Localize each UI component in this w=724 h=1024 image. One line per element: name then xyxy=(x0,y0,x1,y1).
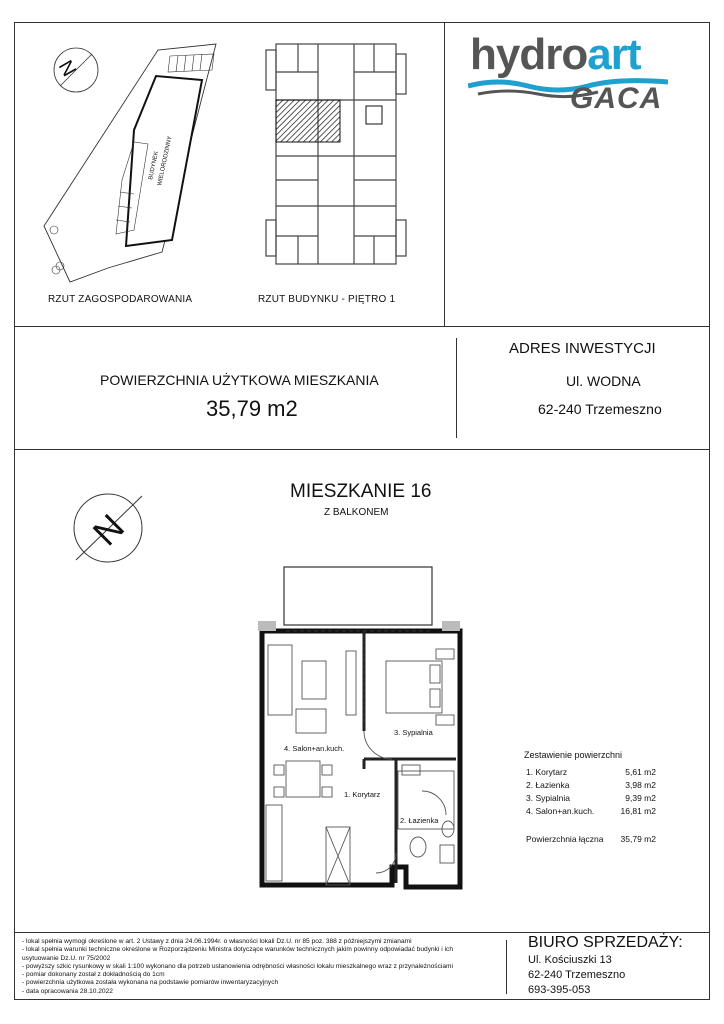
summary-row-name: 1. Korytarz xyxy=(526,767,568,777)
north-arrow-icon xyxy=(64,480,164,580)
sales-heading: BIURO SPRZEDAŻY: xyxy=(528,934,683,951)
sales-phone: 693-395-053 xyxy=(528,984,591,996)
summary-row xyxy=(526,806,656,816)
apartment-subtitle: Z BALKONEM xyxy=(324,507,389,518)
note-line: - pomiar dokonany został z dokładnością do 1cm xyxy=(22,971,165,979)
summary-row xyxy=(526,767,656,777)
apartment-plan-drawing xyxy=(246,565,476,895)
site-plan-caption: RZUT ZAGOSPODAROWANIA xyxy=(48,294,193,305)
svg-text:N: N xyxy=(53,56,81,81)
usable-area-label: POWIERZCHNIA UŻYTKOWA MIESZKANIA xyxy=(100,372,379,388)
site-building-label-2: WIELORODZINNY xyxy=(157,135,174,187)
summary-total-row xyxy=(526,834,656,844)
divider-address xyxy=(456,338,457,438)
usable-area-value: 35,79 m2 xyxy=(206,396,298,421)
divider-top xyxy=(14,326,710,327)
summary-total-label: Powierzchnia łączna xyxy=(526,834,604,844)
divider-middle xyxy=(14,449,710,450)
divider-logo xyxy=(444,22,445,326)
building-floor-plan xyxy=(262,30,412,276)
summary-row-area: 3,98 m2 xyxy=(625,780,656,790)
summary-row xyxy=(526,793,656,803)
address-city: 62-240 Trzemeszno xyxy=(538,401,662,417)
room-label-lazienka: 2. Łazienka xyxy=(400,816,439,825)
apartment-highlight xyxy=(276,100,340,142)
svg-text:N: N xyxy=(84,506,133,554)
room-label-sypialnia: 3. Sypialnia xyxy=(394,728,433,737)
note-line: - data opracowania 28.10.2022 xyxy=(22,987,113,995)
sales-city: 62-240 Trzemeszno xyxy=(528,969,626,981)
divider-bottom xyxy=(14,932,710,933)
north-arrow-icon xyxy=(54,48,98,92)
note-line: usytuowanie Dz.U. nr 75/2002 xyxy=(22,954,111,962)
balcony xyxy=(284,567,432,625)
summary-row xyxy=(526,780,656,790)
site-plan-drawing xyxy=(30,30,240,292)
note-line: - powierzchnia użytkowa została wykonana na podstawie pomiarów inwentaryzacyjnych xyxy=(22,979,279,987)
summary-heading: Zestawienie powierzchni xyxy=(524,750,623,760)
summary-row-name: 3. Sypialnia xyxy=(526,793,570,803)
logo-brand-dark: hydro xyxy=(470,30,588,79)
address-street: Ul. WODNA xyxy=(566,373,641,389)
sales-street: Ul. Kościuszki 13 xyxy=(528,954,612,966)
address-heading: ADRES INWESTYCJI xyxy=(509,340,656,357)
summary-row-name: 2. Łazienka xyxy=(526,780,570,790)
room-label-salon: 4. Salon+an.kuch. xyxy=(284,744,345,753)
summary-row-area: 5,61 m2 xyxy=(625,767,656,777)
divider-sales xyxy=(506,940,507,994)
company-logo xyxy=(462,30,702,114)
summary-row-area: 9,39 m2 xyxy=(625,793,656,803)
room-label-korytarz: 1. Korytarz xyxy=(344,790,381,799)
note-line: - lokal spełnia wymogi określone w art. 2 Ustawy z dnia 24.06.1994r. o własności lokali Dz.U. nr 85 poz. 388 z późniejszymi zmianami xyxy=(22,938,412,945)
logo-brand-sub: GACA xyxy=(570,82,663,115)
note-line: - powyższy szkic rysunkowy w skali 1:100 wykonano dla potrzeb ustanowienia odrębności własności lokalu mieszkalnego wraz z przynależnościami xyxy=(22,962,453,970)
site-building-label-1: BUDYNEK xyxy=(148,150,160,181)
legal-notes xyxy=(22,938,490,996)
note-line: - lokal spełnia warunki techniczne określone w Rozporządzeniu Ministra dotyczące warunków technicznych jakim powinny odpowiadać budynki i ich xyxy=(22,946,454,954)
summary-row-name: 4. Salon+an.kuch. xyxy=(526,806,595,816)
summary-total-value: 35,79 m2 xyxy=(620,834,656,844)
floor-plan-caption: RZUT BUDYNKU - PIĘTRO 1 xyxy=(258,294,396,305)
logo-brand-accent: art xyxy=(587,30,641,79)
summary-row-area: 16,81 m2 xyxy=(620,806,656,816)
apartment-title: MIESZKANIE 16 xyxy=(290,481,432,502)
